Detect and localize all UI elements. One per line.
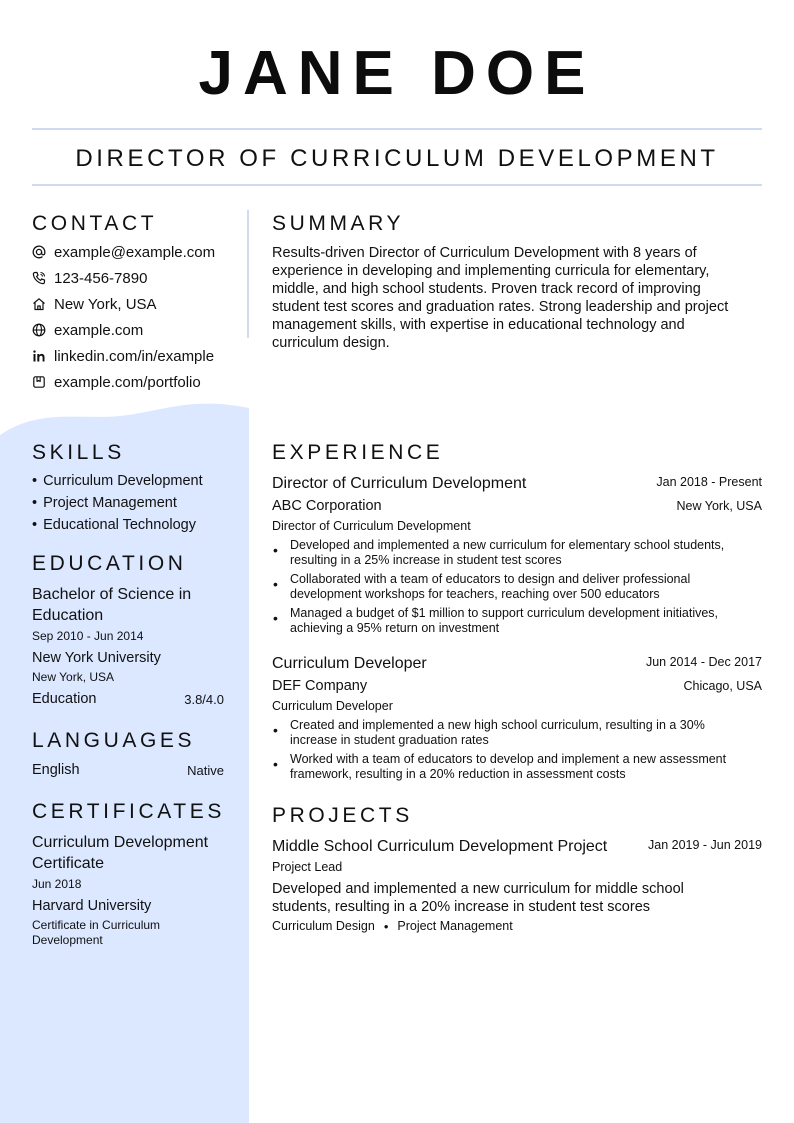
bullet-line: framework, resulting in a 20% reduction in assessment costs — [290, 767, 626, 781]
project-desc-cont: students, resulting in a 20% increase in student test scores — [272, 899, 651, 915]
bullet-line: • Created and implemented a new high school curriculum, resulting in a 30% — [290, 718, 705, 732]
candidate-name: JANE DOE — [198, 39, 596, 108]
job-dates: Jun 2014 - Dec 2017 — [645, 655, 762, 669]
contact-email[interactable] — [32, 241, 215, 263]
experience-heading: EXPERIENCE — [272, 441, 444, 464]
job-location: New York, USA — [676, 499, 762, 513]
job-bullet — [272, 538, 752, 568]
summary-heading: SUMMARY — [272, 212, 405, 235]
education-degree: Bachelor of Science in — [32, 586, 192, 603]
contact-location — [32, 293, 157, 315]
summary-line: middle, and high school students. Proven track record of improving — [272, 281, 701, 297]
education-heading: EDUCATION — [32, 552, 187, 575]
contact-portfolio-text: example.com/portfolio — [54, 373, 201, 391]
skill-item: • Educational Technology — [32, 514, 196, 536]
home-icon — [32, 297, 46, 311]
contact-email-text: example@example.com — [54, 243, 216, 261]
education-degree-cont: Education — [32, 607, 104, 624]
education-gpa: 3.8/4.0 — [184, 692, 224, 707]
certificate-desc-cont: Development — [32, 933, 103, 947]
skill-item: • Curriculum Development — [32, 470, 203, 492]
bullet-line: • Worked with a team of educators to develop and implement a new assessment — [290, 752, 727, 766]
linkedin-icon — [32, 349, 46, 363]
job-title: Director of Curriculum Development — [272, 475, 527, 492]
header-rule-top — [32, 128, 762, 130]
skill-item: • Project Management — [32, 492, 177, 514]
globe-icon — [32, 323, 46, 337]
contact-website-text: example.com — [54, 321, 144, 339]
summary-line: student test scores and graduation rates. Strong leadership and project — [272, 299, 729, 315]
contact-location-text: New York, USA — [54, 295, 157, 313]
summary-line: Results-driven Director of Curriculum Development with 8 years of — [272, 245, 697, 261]
contact-linkedin[interactable] — [32, 345, 214, 367]
education-school: New York University — [32, 650, 161, 666]
project-role: Project Lead — [272, 860, 343, 874]
bullet-line: resulting in a 25% increase in student test scores — [290, 553, 562, 567]
project-tags — [272, 919, 513, 934]
job-bullet — [272, 606, 752, 636]
certificate-date: Jun 2018 — [32, 877, 82, 891]
bullet-line: • Developed and implemented a new curriculum for elementary school students, — [290, 538, 725, 552]
bullet-line: • Managed a budget of $1 million to support curriculum development initiatives, — [290, 606, 719, 620]
education-dates: Sep 2010 - Jun 2014 — [32, 629, 144, 643]
job-role: Curriculum Developer — [272, 699, 393, 713]
education-location: New York, USA — [32, 670, 115, 684]
job-title: DIRECTOR OF CURRICULUM DEVELOPMENT — [75, 145, 719, 172]
summary-line: curriculum design. — [272, 335, 390, 351]
job-title: Curriculum Developer — [272, 655, 427, 672]
job-company: ABC Corporation — [272, 498, 382, 514]
job-bullet — [272, 572, 752, 602]
job-role: Director of Curriculum Development — [272, 519, 471, 533]
contact-phone[interactable] — [32, 267, 147, 289]
certificate-desc: Certificate in Curriculum — [32, 918, 161, 932]
certificate-name: Curriculum Development — [32, 834, 209, 851]
contact-heading: CONTACT — [32, 212, 158, 235]
bullet-line: development workshops for teachers, reaching over 500 educators — [290, 587, 660, 601]
contact-website[interactable] — [32, 319, 143, 341]
project-desc: Developed and implemented a new curriculum for middle school — [272, 881, 684, 897]
certificate-issuer: Harvard University — [32, 898, 152, 914]
language-name: English — [32, 762, 80, 778]
job-location: Chicago, USA — [683, 679, 762, 693]
contact-portfolio[interactable] — [32, 371, 201, 393]
summary-line: management skills, with expertise in educational technology and — [272, 317, 685, 333]
header-rule-bottom — [32, 184, 762, 186]
certificates-heading: CERTIFICATES — [32, 800, 225, 823]
bullet-line: achieving a 95% return on investment — [290, 621, 500, 635]
job-company: DEF Company — [272, 678, 368, 694]
at-icon — [32, 245, 46, 259]
languages-heading: LANGUAGES — [32, 729, 196, 752]
project-dates: Jan 2019 - Jun 2019 — [648, 838, 762, 852]
project-tag: Curriculum Design — [272, 919, 375, 933]
bullet-line: increase in student graduation rates — [290, 733, 489, 747]
contact-linkedin-text: linkedin.com/in/example — [54, 347, 215, 365]
projects-heading: PROJECTS — [272, 804, 413, 827]
portfolio-icon — [32, 375, 46, 389]
project-title: Middle School Curriculum Development Project — [272, 838, 608, 855]
project-tag: Project Management — [397, 919, 513, 933]
certificate-name-cont: Certificate — [32, 855, 105, 872]
phone-icon — [32, 271, 46, 285]
contact-phone-text: 123-456-7890 — [54, 269, 148, 287]
summary-line: experience in developing and implementing curricula for elementary, — [272, 263, 710, 279]
tag-separator: • — [383, 919, 389, 934]
bullet-line: • Collaborated with a team of educators to design and deliver professional — [290, 572, 691, 586]
column-divider — [247, 210, 249, 338]
skills-heading: SKILLS — [32, 441, 125, 464]
job-dates: Jan 2018 - Present — [656, 475, 762, 489]
job-bullet — [272, 752, 752, 782]
job-bullet — [272, 718, 752, 748]
education-field: Education — [32, 691, 97, 707]
language-level: Native — [187, 763, 224, 778]
